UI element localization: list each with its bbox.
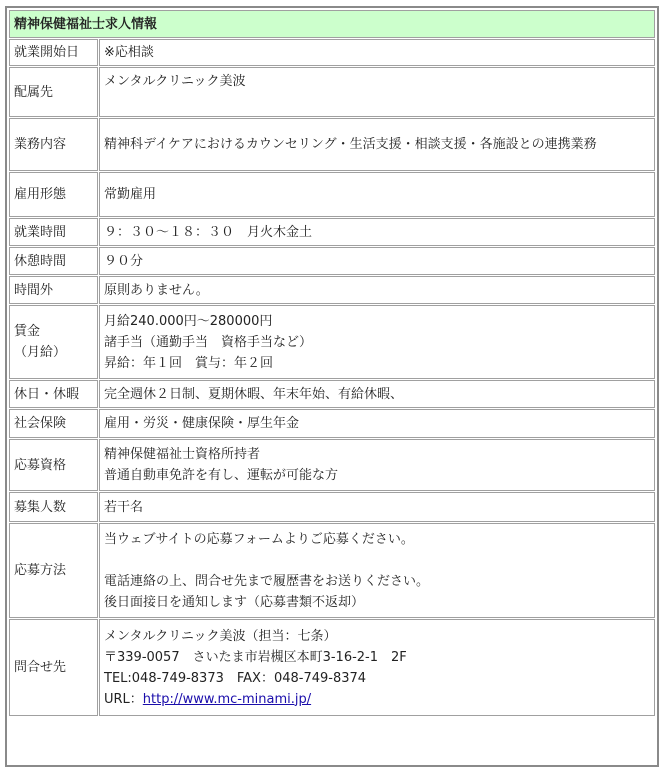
job-info-table: [8, 9, 656, 717]
row-label-openings: 募集人数: [9, 492, 98, 522]
row-label-holidays: 休日・休暇: [9, 380, 98, 408]
row-value-how-to-apply: [99, 523, 655, 618]
salary-raise-bonus: 昇給：年１回 賞与：年２回: [104, 355, 274, 371]
row-value-salary: [99, 305, 655, 379]
row-label-duties: 業務内容: [9, 118, 98, 171]
row-label-break-time: 休憩時間: [9, 247, 98, 275]
contact-clinic: メンタルクリニック美波（担当：七条）: [104, 628, 337, 644]
row-label-salary: [9, 305, 98, 379]
row-value-overtime: 原則ありません。: [99, 276, 655, 304]
table-title: 精神保健福祉士求人情報: [9, 10, 655, 38]
row-value-contact: [99, 619, 655, 716]
row-label-start-date: 就業開始日: [9, 39, 98, 66]
apply-line: 後日面接日を通知します（応募書類不返却）: [104, 594, 365, 610]
salary-monthly: 月給240.000円～280000円: [104, 313, 273, 329]
row-value-break-time: ９０分: [99, 247, 655, 275]
row-label-qualifications: 応募資格: [9, 439, 98, 491]
row-label-overtime: 時間外: [9, 276, 98, 304]
row-value-employment-type: 常勤雇用: [99, 172, 655, 217]
apply-line-blank: [104, 550, 650, 571]
apply-line: 電話連絡の上、問合せ先まで履歴書をお送りください。: [104, 573, 430, 589]
row-label-department: 配属先: [9, 67, 98, 117]
contact-phone: TEL:048-749-8373 FAX：048-749-8374: [104, 670, 367, 686]
contact-url-line: [104, 689, 650, 710]
salary-label-sub-line: （月給）: [14, 345, 67, 360]
job-info-table-frame: [5, 6, 659, 767]
row-label-how-to-apply: 応募方法: [9, 523, 98, 618]
qualification-line: 普通自動車免許を有し、運転が可能な方: [104, 468, 339, 483]
row-value-holidays: 完全週休２日制、夏期休暇、年末年始、有給休暇、: [99, 380, 655, 408]
qualification-line: 精神保健福祉士資格所持者: [104, 447, 261, 462]
row-value-qualifications: [99, 439, 655, 491]
url-prefix: URL：: [104, 691, 143, 707]
row-value-openings: 若干名: [99, 492, 655, 522]
row-value-duties: 精神科デイケアにおけるカウンセリング・生活支援・相談支援・各施設との連携業務: [99, 118, 655, 171]
website-link[interactable]: http://www.mc-minami.jp/: [142, 691, 312, 707]
row-label-contact: 問合せ先: [9, 619, 98, 716]
contact-address: 〒339-0057 さいたま市岩槻区本町3-16-2-1 2F: [104, 649, 407, 665]
row-value-working-hours: ９：３０～１８：３０ 月火木金土: [99, 218, 655, 246]
row-value-start-date: ※応相談: [99, 39, 655, 66]
row-label-employment-type: 雇用形態: [9, 172, 98, 217]
salary-label-line: 賃金: [14, 324, 41, 339]
row-label-social-insurance: 社会保険: [9, 409, 98, 438]
row-value-social-insurance: 雇用・労災・健康保険・厚生年金: [99, 409, 655, 438]
row-label-working-hours: 就業時間: [9, 218, 98, 246]
apply-line: 当ウェブサイトの応募フォームよりご応募ください。: [104, 531, 414, 547]
salary-allowances: 諸手当（通勤手当 資格手当など）: [104, 334, 313, 350]
row-value-department: メンタルクリニック美波: [99, 67, 655, 117]
